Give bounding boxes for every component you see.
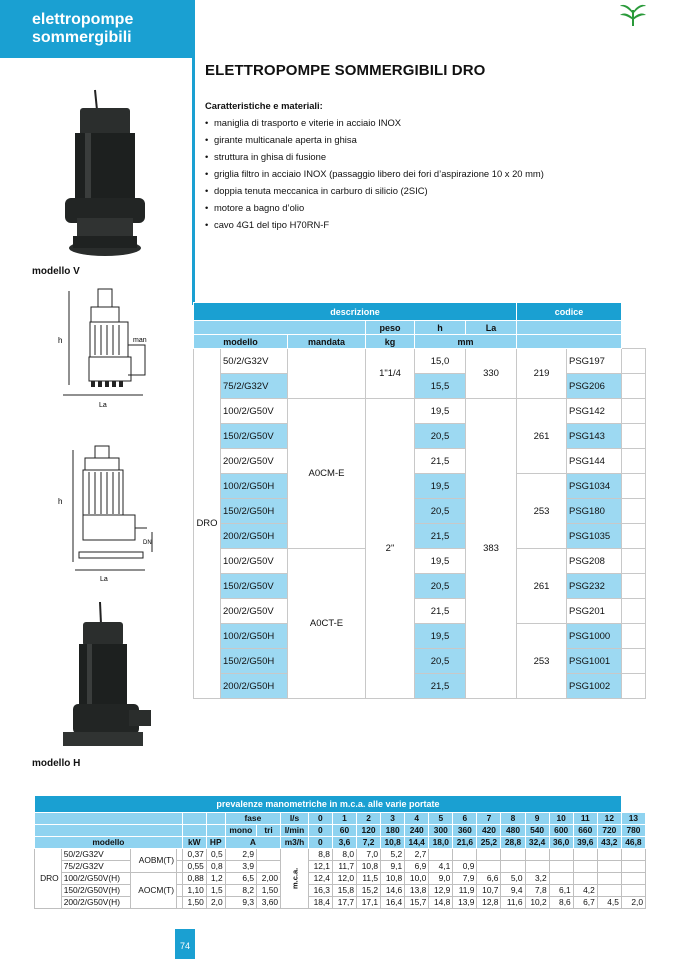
head-value: 6,7	[573, 896, 597, 908]
model-cell: 150/2/G50V	[221, 424, 288, 449]
lmin-value: 60	[332, 824, 356, 836]
m3h-value: 25,2	[477, 836, 501, 848]
head-value	[525, 860, 549, 872]
head-value: 16,4	[381, 896, 405, 908]
head-value: 8,8	[308, 848, 332, 860]
head-value: 9,4	[501, 884, 525, 896]
mca-label: m.c.a.	[281, 848, 309, 908]
la-cell: 261	[517, 549, 567, 624]
head-value	[621, 884, 645, 896]
weight-cell: 20,5	[415, 499, 466, 524]
model-cell: 150/2/G50H	[221, 649, 288, 674]
m3h-value: 21,6	[453, 836, 477, 848]
ls-value: 7	[477, 812, 501, 824]
ls-value: 2	[357, 812, 381, 824]
dim-la2-label: La	[100, 576, 108, 583]
head-value	[597, 884, 621, 896]
feature-item: • girante multicanale aperta in ghisa	[205, 131, 544, 148]
head-value	[597, 848, 621, 860]
lmin-value: 240	[405, 824, 429, 836]
head-value	[549, 872, 573, 884]
caption-modello-h: modello H	[32, 758, 81, 769]
feature-item: • motore a bagno d’olio	[205, 199, 544, 216]
model-cell: 75/2/G32V	[221, 374, 288, 399]
m3h-value: 7,2	[357, 836, 381, 848]
code-cell: PSG1000	[567, 624, 622, 649]
section-line2: sommergibili	[32, 29, 132, 46]
weight-cell: 15,0	[415, 349, 466, 374]
head-value	[597, 860, 621, 872]
lmin-label: l/min	[281, 824, 309, 836]
weight-cell: 20,5	[415, 574, 466, 599]
kw-value: 0,37	[182, 848, 206, 860]
head-value	[621, 860, 645, 872]
la-cell: 253	[517, 624, 567, 699]
dim-dn-label: DN	[143, 540, 152, 546]
modello-label: modello	[35, 836, 183, 848]
head-value: 4,2	[573, 884, 597, 896]
head-value: 10,8	[381, 872, 405, 884]
head-value: 15,2	[357, 884, 381, 896]
code-cell: PSG197	[567, 349, 622, 374]
series-cell: DRO	[194, 349, 221, 699]
kw-value: 1,10	[182, 884, 206, 896]
weight-cell: 20,5	[415, 649, 466, 674]
motor-ct: A0CT-E	[288, 549, 366, 699]
weight-cell: 19,5	[415, 624, 466, 649]
ls-label: l/s	[281, 812, 309, 824]
dro-label: DRO	[35, 848, 62, 908]
table-row	[35, 872, 646, 884]
model-cell: 100/2/G50V	[221, 399, 288, 424]
table-row	[194, 599, 646, 624]
vertical-divider	[192, 0, 195, 305]
mono-label: mono	[225, 824, 256, 836]
table-row	[35, 848, 646, 860]
head-value: 12,8	[477, 896, 501, 908]
weight-cell: 21,5	[415, 524, 466, 549]
head-value: 6,1	[549, 884, 573, 896]
head-value	[573, 872, 597, 884]
head-value: 11,9	[453, 884, 477, 896]
code-cell: PSG1002	[567, 674, 622, 699]
lmin-value: 120	[357, 824, 381, 836]
head-value: 13,8	[405, 884, 429, 896]
model-cell: 100/2/G50H	[221, 474, 288, 499]
head-value	[429, 848, 453, 860]
head-value: 10,7	[477, 884, 501, 896]
pump-photo-h	[55, 600, 155, 755]
head-value: 8,0	[332, 848, 356, 860]
model-cell: 150/2/G50H	[221, 499, 288, 524]
head-value: 17,7	[332, 896, 356, 908]
head-value	[549, 860, 573, 872]
m3h-value: 46,8	[621, 836, 645, 848]
model-cell: 50/2/G32V	[221, 349, 288, 374]
table-row	[194, 499, 646, 524]
table-row	[194, 374, 646, 399]
head-value: 12,1	[308, 860, 332, 872]
features-heading: Caratteristiche e materiali:	[205, 100, 323, 111]
head-value	[597, 872, 621, 884]
mandata-cell: 1"1/4	[366, 349, 415, 399]
dimension-diagram-h	[55, 440, 155, 585]
aobm-label: AOBM(T)	[130, 848, 176, 872]
head-value: 16,3	[308, 884, 332, 896]
kw-value: 1,50	[182, 896, 206, 908]
head-value: 11,6	[501, 896, 525, 908]
m3h-value: 18,0	[429, 836, 453, 848]
head-value: 13,9	[453, 896, 477, 908]
ls-value: 10	[549, 812, 573, 824]
header-modello: modello	[194, 335, 288, 349]
code-cell: PSG144	[567, 449, 622, 474]
table-row	[194, 524, 646, 549]
mandata-cell: 2"	[366, 399, 415, 699]
head-value	[573, 848, 597, 860]
header-codice: codice	[517, 303, 622, 321]
la-cell: 253	[517, 474, 567, 549]
head-value	[549, 848, 573, 860]
header-descrizione: descrizione	[194, 303, 517, 321]
mono-value: 2,9	[225, 848, 256, 860]
head-value: 4,5	[597, 896, 621, 908]
ls-value: 6	[453, 812, 477, 824]
h-cell: 330	[466, 349, 517, 399]
head-value	[501, 860, 525, 872]
model-cell: 200/2/G50V	[221, 449, 288, 474]
ls-value: 5	[429, 812, 453, 824]
ls-value: 12	[597, 812, 621, 824]
ls-value: 4	[405, 812, 429, 824]
ls-value: 8	[501, 812, 525, 824]
feature-item: • struttura in ghisa di fusione	[205, 148, 544, 165]
model-cell: 200/2/G50H	[221, 674, 288, 699]
feature-item: • doppia tenuta meccanica in carburo di silicio (2SIC)	[205, 182, 544, 199]
hp-label: HP	[206, 836, 225, 848]
dim-h-label: h	[58, 336, 63, 345]
table-row	[194, 349, 646, 374]
m3h-value: 28,8	[501, 836, 525, 848]
models-table	[193, 302, 646, 699]
weight-cell: 21,5	[415, 449, 466, 474]
model-cell: 200/2/G50V	[221, 599, 288, 624]
dim-la-label: La	[99, 402, 107, 409]
perf-model: 75/2/G32V	[61, 860, 130, 872]
section-tag	[0, 0, 192, 58]
dim-man-label: man	[133, 337, 147, 344]
lmin-value: 180	[381, 824, 405, 836]
hp-value: 0,5	[206, 848, 225, 860]
hp-value: 1,2	[206, 872, 225, 884]
perf-title: prevalenze manometriche in m.c.a. alle varie portate	[35, 796, 622, 812]
code-cell: PSG232	[567, 574, 622, 599]
feature-item: • maniglia di trasporto e viterie in acciaio INOX	[205, 114, 544, 131]
hp-value: 1,5	[206, 884, 225, 896]
ls-value: 11	[573, 812, 597, 824]
code-cell: PSG143	[567, 424, 622, 449]
head-value: 12,9	[429, 884, 453, 896]
head-value	[501, 848, 525, 860]
tri-value: 1,50	[257, 884, 281, 896]
head-value	[453, 848, 477, 860]
feature-item: • griglia filtro in acciaio INOX (passaggio libero dei fori d’aspirazione 10 x 20 mm)	[205, 165, 544, 182]
page-number: 74	[175, 929, 195, 959]
head-value: 7,0	[357, 848, 381, 860]
fase-label: fase	[225, 812, 280, 824]
weight-cell: 19,5	[415, 399, 466, 424]
ls-value: 0	[308, 812, 332, 824]
lmin-value: 720	[597, 824, 621, 836]
m3h-value: 36,0	[549, 836, 573, 848]
weight-cell: 21,5	[415, 599, 466, 624]
aocm-label: AOCM(T)	[130, 872, 176, 908]
lmin-value: 0	[308, 824, 332, 836]
head-value: 5,2	[381, 848, 405, 860]
a-label: A	[225, 836, 280, 848]
table-row	[194, 549, 646, 574]
la-cell: 261	[517, 399, 567, 474]
head-value: 18,4	[308, 896, 332, 908]
lmin-value: 420	[477, 824, 501, 836]
weight-cell: 19,5	[415, 474, 466, 499]
lmin-value: 480	[501, 824, 525, 836]
m3h-value: 43,2	[597, 836, 621, 848]
head-value: 15,8	[332, 884, 356, 896]
head-value: 0,9	[453, 860, 477, 872]
ls-value: 13	[621, 812, 645, 824]
head-value: 10,8	[357, 860, 381, 872]
code-cell: PSG1034	[567, 474, 622, 499]
table-row	[194, 649, 646, 674]
head-value: 4,1	[429, 860, 453, 872]
caption-modello-v: modello V	[32, 266, 80, 277]
head-value: 9,1	[381, 860, 405, 872]
head-value: 6,9	[405, 860, 429, 872]
head-value	[477, 860, 501, 872]
mono-value: 9,3	[225, 896, 256, 908]
table-row	[194, 399, 646, 424]
section-line1: elettropompe	[32, 11, 134, 28]
head-value: 9,0	[429, 872, 453, 884]
head-value	[621, 848, 645, 860]
header-mandata: mandata	[288, 335, 366, 349]
head-value	[573, 860, 597, 872]
lmin-value: 780	[621, 824, 645, 836]
code-cell: PSG142	[567, 399, 622, 424]
weight-cell: 20,5	[415, 424, 466, 449]
pump-photo-v	[55, 88, 155, 266]
table-row	[194, 474, 646, 499]
table-row	[35, 896, 646, 908]
m3h-label: m3/h	[281, 836, 309, 848]
ls-value: 9	[525, 812, 549, 824]
model-cell: 150/2/G50V	[221, 574, 288, 599]
page-title: ELETTROPOMPE SOMMERGIBILI DRO	[205, 62, 486, 79]
head-value: 14,8	[429, 896, 453, 908]
tri-value: 3,60	[257, 896, 281, 908]
perf-model: 100/2/G50V(H)	[61, 872, 130, 884]
head-value: 3,2	[525, 872, 549, 884]
head-value: 6,6	[477, 872, 501, 884]
header-mm: mm	[415, 335, 517, 349]
head-value: 14,6	[381, 884, 405, 896]
table-row	[194, 449, 646, 474]
feature-item: • cavo 4G1 del tipo H70RN-F	[205, 216, 544, 233]
head-value: 10,0	[405, 872, 429, 884]
motor-cm: A0CM-E	[288, 399, 366, 549]
mono-value: 3,9	[225, 860, 256, 872]
lmin-value: 540	[525, 824, 549, 836]
m3h-value: 39,6	[573, 836, 597, 848]
header-kg: kg	[366, 335, 415, 349]
code-cell: PSG201	[567, 599, 622, 624]
features-list	[205, 97, 544, 233]
m3h-value: 3,6	[332, 836, 356, 848]
dimension-diagram-v	[55, 285, 155, 415]
head-value: 12,0	[332, 872, 356, 884]
table-row	[35, 860, 646, 872]
table-row	[194, 574, 646, 599]
head-value	[525, 848, 549, 860]
mono-value: 6,5	[225, 872, 256, 884]
code-cell: PSG208	[567, 549, 622, 574]
head-value: 2,0	[621, 896, 645, 908]
head-value: 11,7	[332, 860, 356, 872]
weight-cell: 19,5	[415, 549, 466, 574]
header-la: La	[466, 321, 517, 335]
lmin-value: 360	[453, 824, 477, 836]
head-value: 8,6	[549, 896, 573, 908]
code-cell: PSG180	[567, 499, 622, 524]
leaf-logo-icon	[618, 0, 648, 28]
code-cell: PSG1035	[567, 524, 622, 549]
perf-model: 200/2/G50V(H)	[61, 896, 130, 908]
head-value: 12,4	[308, 872, 332, 884]
code-cell: PSG1001	[567, 649, 622, 674]
mono-value: 8,2	[225, 884, 256, 896]
head-value: 7,9	[453, 872, 477, 884]
head-value: 5,0	[501, 872, 525, 884]
table-row	[194, 674, 646, 699]
table-row	[35, 884, 646, 896]
head-value: 17,1	[357, 896, 381, 908]
lmin-value: 660	[573, 824, 597, 836]
kw-value: 0,55	[182, 860, 206, 872]
model-cell: 200/2/G50H	[221, 524, 288, 549]
head-value: 7,8	[525, 884, 549, 896]
ls-value: 1	[332, 812, 356, 824]
header-peso: peso	[366, 321, 415, 335]
code-cell: PSG206	[567, 374, 622, 399]
hp-value: 2,0	[206, 896, 225, 908]
tri-label: tri	[257, 824, 281, 836]
model-cell: 100/2/G50H	[221, 624, 288, 649]
lmin-value: 300	[429, 824, 453, 836]
ls-value: 3	[381, 812, 405, 824]
h-cell: 383	[466, 399, 517, 699]
tri-value	[257, 860, 281, 872]
dim-h2-label: h	[58, 497, 63, 506]
hp-value: 0,8	[206, 860, 225, 872]
table-row	[194, 624, 646, 649]
m3h-value: 10,8	[381, 836, 405, 848]
header-h: h	[415, 321, 466, 335]
tri-value	[257, 848, 281, 860]
head-value: 11,5	[357, 872, 381, 884]
model-cell: 100/2/G50V	[221, 549, 288, 574]
tri-value: 2,00	[257, 872, 281, 884]
head-value: 10,2	[525, 896, 549, 908]
head-value	[621, 872, 645, 884]
la-cell: 219	[517, 349, 567, 399]
m3h-value: 14,4	[405, 836, 429, 848]
head-value	[477, 848, 501, 860]
m3h-value: 0	[308, 836, 332, 848]
perf-model: 50/2/G32V	[61, 848, 130, 860]
table-row	[194, 424, 646, 449]
lmin-value: 600	[549, 824, 573, 836]
perf-model: 150/2/G50V(H)	[61, 884, 130, 896]
m3h-value: 32,4	[525, 836, 549, 848]
weight-cell: 21,5	[415, 674, 466, 699]
weight-cell: 15,5	[415, 374, 466, 399]
performance-table	[34, 796, 646, 909]
head-value: 2,7	[405, 848, 429, 860]
kw-value: 0,88	[182, 872, 206, 884]
kw-label: kW	[182, 836, 206, 848]
head-value: 15,7	[405, 896, 429, 908]
